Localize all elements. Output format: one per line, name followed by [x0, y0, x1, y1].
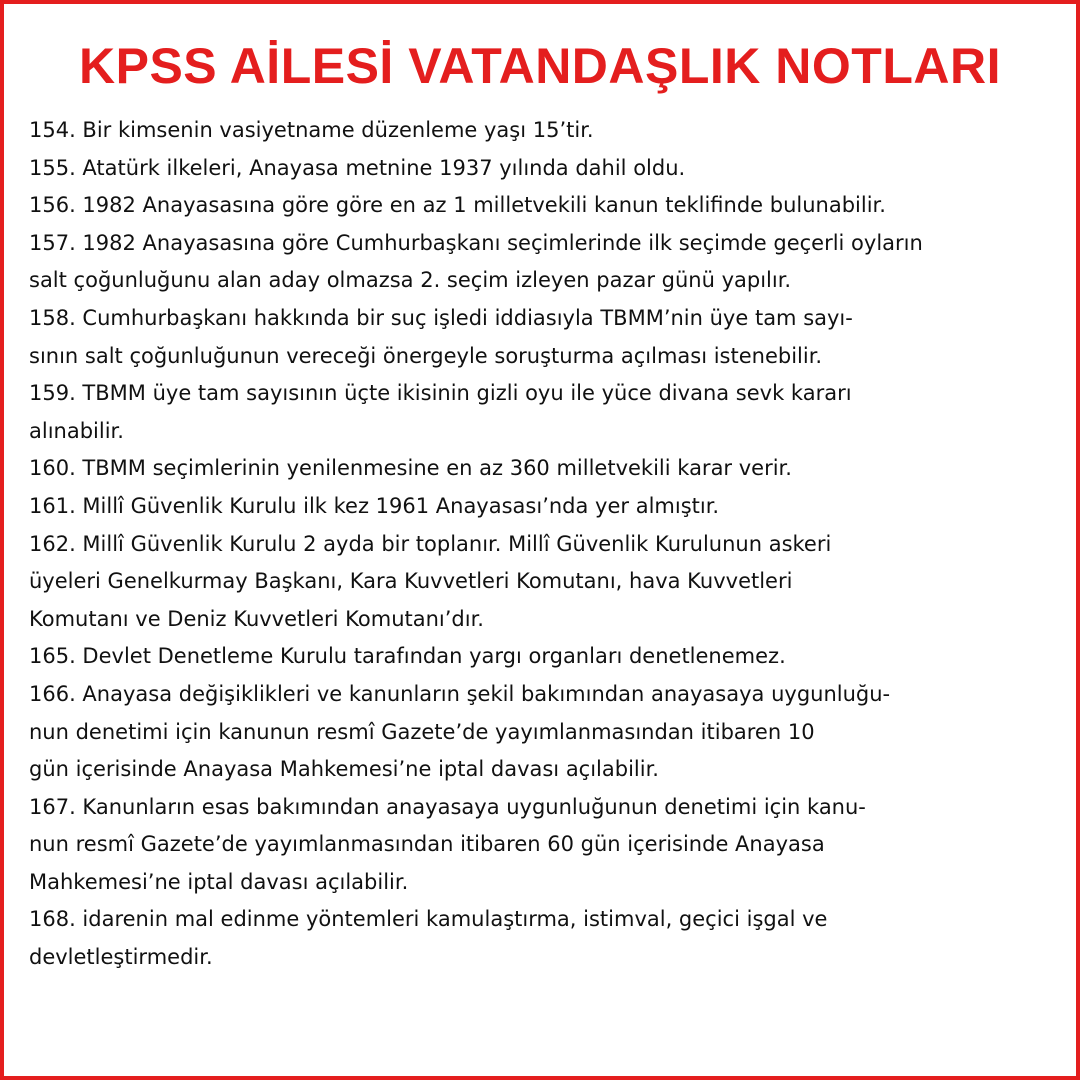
note-line: 158. Cumhurbaşkanı hakkında bir suç işledi iddiasıyla TBMM’nin üye tam sayı-: [29, 305, 853, 330]
note-line: 167. Kanunların esas bakımından anayasaya uygunluğunun denetimi için kanu-: [29, 794, 866, 819]
note-line: nun denetimi için kanunun resmî Gazete’de yayımlanmasından itibaren 10: [29, 719, 815, 744]
page-title: KPSS AİLESİ VATANDAŞLIK NOTLARI: [79, 38, 1001, 94]
note-line: devletleştirmedir.: [29, 945, 213, 970]
notes-content: [29, 112, 1059, 977]
note-line: 159. TBMM üye tam sayısının üçte ikisinin gizli oyu ile yüce divana sevk kararı: [29, 381, 852, 406]
note-line: Komutanı ve Deniz Kuvvetleri Komutanı’dır.: [29, 606, 484, 631]
note-line: 156. 1982 Anayasasına göre göre en az 1 milletvekili kanun teklifinde bulunabilir.: [29, 193, 886, 218]
note-line: nun resmî Gazete’de yayımlanmasından itibaren 60 gün içerisinde Anayasa: [29, 832, 825, 857]
note-line: 154. Bir kimsenin vasiyetname düzenleme yaşı 15’tir.: [29, 118, 594, 142]
note-line: 166. Anayasa değişiklikleri ve kanunların şekil bakımından anayasaya uygunluğu-: [29, 681, 891, 706]
note-line: 161. Millî Güvenlik Kurulu ilk kez 1961 Anayasası’nda yer almıştır.: [29, 493, 720, 518]
note-line: 155. Atatürk ilkeleri, Anayasa metnine 1937 yılında dahil oldu.: [29, 155, 686, 180]
note-line: 160. TBMM seçimlerinin yenilenmesine en az 360 milletvekili karar verir.: [29, 456, 792, 481]
note-line: 157. 1982 Anayasasına göre Cumhurbaşkanı seçimlerinde ilk seçimde geçerli oyların: [29, 230, 923, 255]
note-line: Mahkemesi’ne iptal davası açılabilir.: [29, 869, 409, 894]
note-line: 168. idarenin mal edinme yöntemleri kamulaştırma, istimval, geçici işgal ve: [29, 907, 828, 932]
note-line: 165. Devlet Denetleme Kurulu tarafından yargı organları denetlenemez.: [29, 644, 786, 669]
note-line: salt çoğunluğunu alan aday olmazsa 2. seçim izleyen pazar günü yapılır.: [29, 268, 792, 293]
note-line: 162. Millî Güvenlik Kurulu 2 ayda bir toplanır. Millî Güvenlik Kurulunun askeri: [29, 531, 832, 556]
note-line: gün içerisinde Anayasa Mahkemesi’ne iptal davası açılabilir.: [29, 757, 659, 782]
note-line: alınabilir.: [29, 418, 124, 443]
note-line: üyeleri Genelkurmay Başkanı, Kara Kuvvetleri Komutanı, hava Kuvvetleri: [29, 569, 793, 594]
note-line: sının salt çoğunluğunun vereceği önergeyle soruşturma açılması istenebilir.: [29, 343, 823, 368]
